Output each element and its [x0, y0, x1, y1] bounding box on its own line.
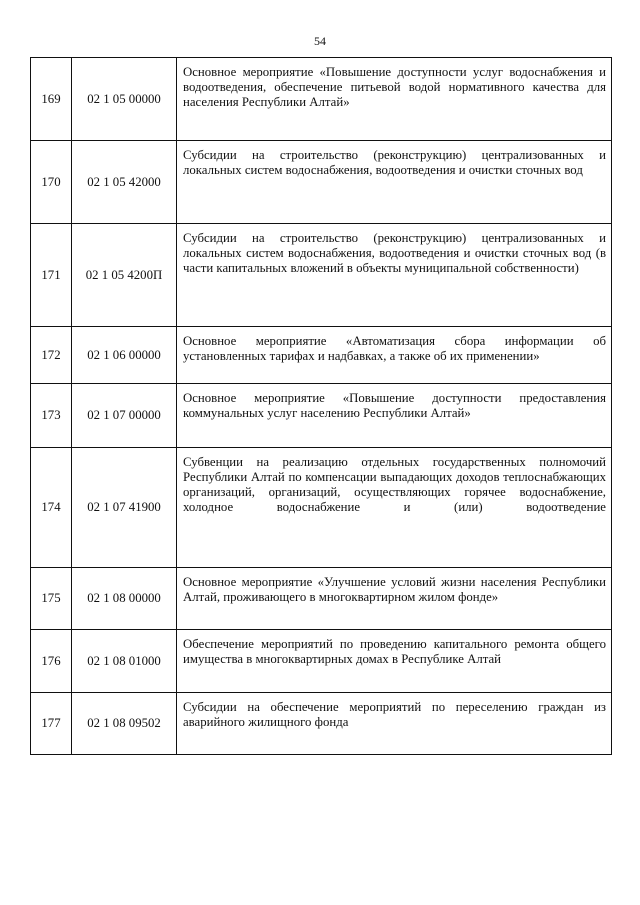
table-row	[31, 568, 612, 630]
table-row	[31, 327, 612, 384]
classification-code: 02 1 07 41900	[72, 448, 177, 568]
classification-code: 02 1 08 09502	[72, 693, 177, 755]
row-description: Субсидии на обеспечение мероприятий по переселению граждан из аварийного жилищного фонда	[177, 693, 612, 755]
row-number: 176	[31, 630, 72, 693]
classification-code: 02 1 05 00000	[72, 58, 177, 141]
table-row	[31, 630, 612, 693]
row-number: 175	[31, 568, 72, 630]
classification-code: 02 1 07 00000	[72, 384, 177, 448]
table-row	[31, 224, 612, 327]
classification-code: 02 1 08 00000	[72, 568, 177, 630]
row-description: Субсидии на строительство (реконструкцию) централизованных и локальных систем водоснабжения, водоотведения и очистки сточных вод	[177, 141, 612, 224]
row-description: Основное мероприятие «Повышение доступности услуг водоснабжения и водоотведения, обеспечение питьевой водой нормативного качества для населения Республики Алтай»	[177, 58, 612, 141]
row-number: 177	[31, 693, 72, 755]
classification-code: 02 1 05 42000	[72, 141, 177, 224]
row-number: 171	[31, 224, 72, 327]
budget-classification-table	[30, 57, 612, 755]
classification-code: 02 1 05 4200П	[72, 224, 177, 327]
row-description: Основное мероприятие «Улучшение условий жизни населения Республики Алтай, проживающего в многоквартирном жилом фонде»	[177, 568, 612, 630]
row-description: Основное мероприятие «Автоматизация сбора информации об установленных тарифах и надбавках, а также об их применении»	[177, 327, 612, 384]
table-row	[31, 141, 612, 224]
table-row	[31, 693, 612, 755]
table-row	[31, 58, 612, 141]
row-description: Основное мероприятие «Повышение доступности предоставления коммунальных услуг населению Республики Алтай»	[177, 384, 612, 448]
row-description: Обеспечение мероприятий по проведению капитального ремонта общего имущества в многоквартирных домах в Республике Алтай	[177, 630, 612, 693]
classification-code: 02 1 06 00000	[72, 327, 177, 384]
table-row	[31, 448, 612, 568]
row-number: 173	[31, 384, 72, 448]
classification-code: 02 1 08 01000	[72, 630, 177, 693]
row-number: 174	[31, 448, 72, 568]
row-number: 169	[31, 58, 72, 141]
page-number: 54	[314, 34, 326, 48]
table-row	[31, 384, 612, 448]
row-description: Субвенции на реализацию отдельных государственных полномочий Республики Алтай по компенсации выпадающих доходов теплоснабжающих организаций, организаций, осуществляющих горячее водоснабжение, холодное водоснабжение и (или) водоотведение	[177, 448, 612, 568]
row-number: 170	[31, 141, 72, 224]
row-description: Субсидии на строительство (реконструкцию) централизованных и локальных систем водоснабжения, водоотведения и очистки сточных вод (в части капитальных вложений в объекты муниципальной собственности)	[177, 224, 612, 327]
row-number: 172	[31, 327, 72, 384]
